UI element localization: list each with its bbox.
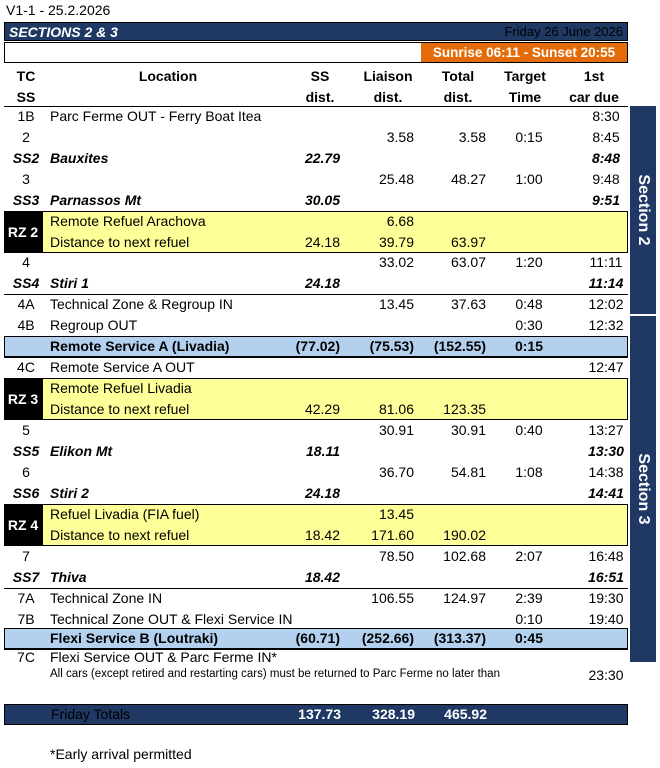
service-row: Remote Service A (Livadia) (77.02) (75.53) (152.55) 0:15 <box>50 338 544 354</box>
table-row: 2 3.58 3.58 0:15 8:45 <box>22 129 620 145</box>
sunrise-sunset-badge: Sunrise 06:11 - Sunset 20:55 <box>421 43 627 62</box>
stage-row: SS6 Stiri 2 24.18 14:41 <box>12 485 624 501</box>
parc-ferme-note-row <box>4 664 628 685</box>
refuel-row: Remote Refuel Arachova 6.68 <box>50 213 414 229</box>
table-row: 5 30.91 30.91 0:40 13:27 <box>22 422 624 438</box>
totals-total: 465.92 <box>444 706 487 722</box>
date-label: Friday 26 June 2026 <box>504 24 623 39</box>
totals-bar <box>4 704 628 725</box>
table-row: 7B Technical Zone OUT & Flexi Service IN 0:10 19:40 <box>17 611 624 627</box>
totals-label: Friday Totals <box>51 706 131 722</box>
stage-row: SS4 Stiri 1 24.18 11:14 <box>12 275 624 291</box>
header-location: Location <box>138 68 198 84</box>
version-label: V1-1 - 25.2.2026 <box>6 2 111 18</box>
rz3-label: RZ 3 <box>4 378 42 420</box>
refuel-row: Remote Refuel Livadia <box>50 380 192 396</box>
rz2-label: RZ 2 <box>4 211 42 253</box>
header-first-car-due: 1st car due <box>569 68 619 105</box>
table-row: 7 78.50 102.68 2:07 16:48 <box>22 548 624 564</box>
table-row: 1B Parc Ferme OUT - Ferry Boat Itea 8:30 <box>17 108 620 124</box>
header-total-dist: Total dist. <box>441 68 475 105</box>
stage-row: SS3 Parnassos Mt 30.05 9:51 <box>12 192 621 208</box>
refuel-distance-row: Distance to next refuel 42.29 81.06 123.35 <box>50 401 486 417</box>
table-row: 4B Regroup OUT 0:30 12:32 <box>17 317 624 333</box>
table-row: 4C Remote Service A OUT 12:47 <box>17 359 624 375</box>
refuel-distance-row: Distance to next refuel 18.42 171.60 190.02 <box>50 527 486 543</box>
stage-row: SS5 Elikon Mt 18.11 13:30 <box>12 443 624 459</box>
section-3-bar: Section 3 <box>630 316 656 662</box>
section-2-bar: Section 2 <box>630 106 656 314</box>
service-row: Flexi Service B (Loutraki) (60.71) (252.66) (313.37) 0:45 <box>50 630 544 646</box>
table-row: 7A Technical Zone IN 106.55 124.97 2:39 19:30 <box>17 590 624 606</box>
sun-row <box>4 42 628 63</box>
title-bar <box>4 22 628 41</box>
refuel-distance-row: Distance to next refuel 24.18 39.79 63.97 <box>50 234 486 250</box>
rz4-label: RZ 4 <box>4 504 42 546</box>
parc-ferme-note: All cars (except retired and restarting cars) must be returned to Parc Ferme no later than <box>50 668 500 680</box>
stage-row: SS7 Thiva 18.42 16:51 <box>12 569 624 585</box>
header-liaison-dist: Liaison dist. <box>363 68 413 105</box>
sections-title: SECTIONS 2 & 3 <box>9 24 118 40</box>
parc-ferme-time: 23:30 <box>588 667 624 683</box>
refuel-row: Refuel Livadia (FIA fuel) 13.45 <box>50 506 414 522</box>
footnote: *Early arrival permitted <box>50 746 192 762</box>
header-tc: TC SS <box>16 68 36 105</box>
table-row: 4 33.02 63.07 1:20 11:11 <box>22 254 623 270</box>
table-row: 3 25.48 48.27 1:00 9:48 <box>22 171 620 187</box>
header-target-time: Target Time <box>504 68 546 105</box>
header-ss-dist: SS dist. <box>305 68 335 105</box>
totals-liaison: 328.19 <box>372 706 415 722</box>
totals-ss: 137.73 <box>298 706 341 722</box>
table-row: 4A Technical Zone & Regroup IN 13.45 37.63 0:48 12:02 <box>17 296 624 312</box>
table-row: 6 36.70 54.81 1:08 14:38 <box>22 464 624 480</box>
stage-row: SS2 Bauxites 22.79 8:48 <box>12 150 621 166</box>
table-row: 7C Flexi Service OUT & Parc Ferme IN* <box>17 649 277 665</box>
